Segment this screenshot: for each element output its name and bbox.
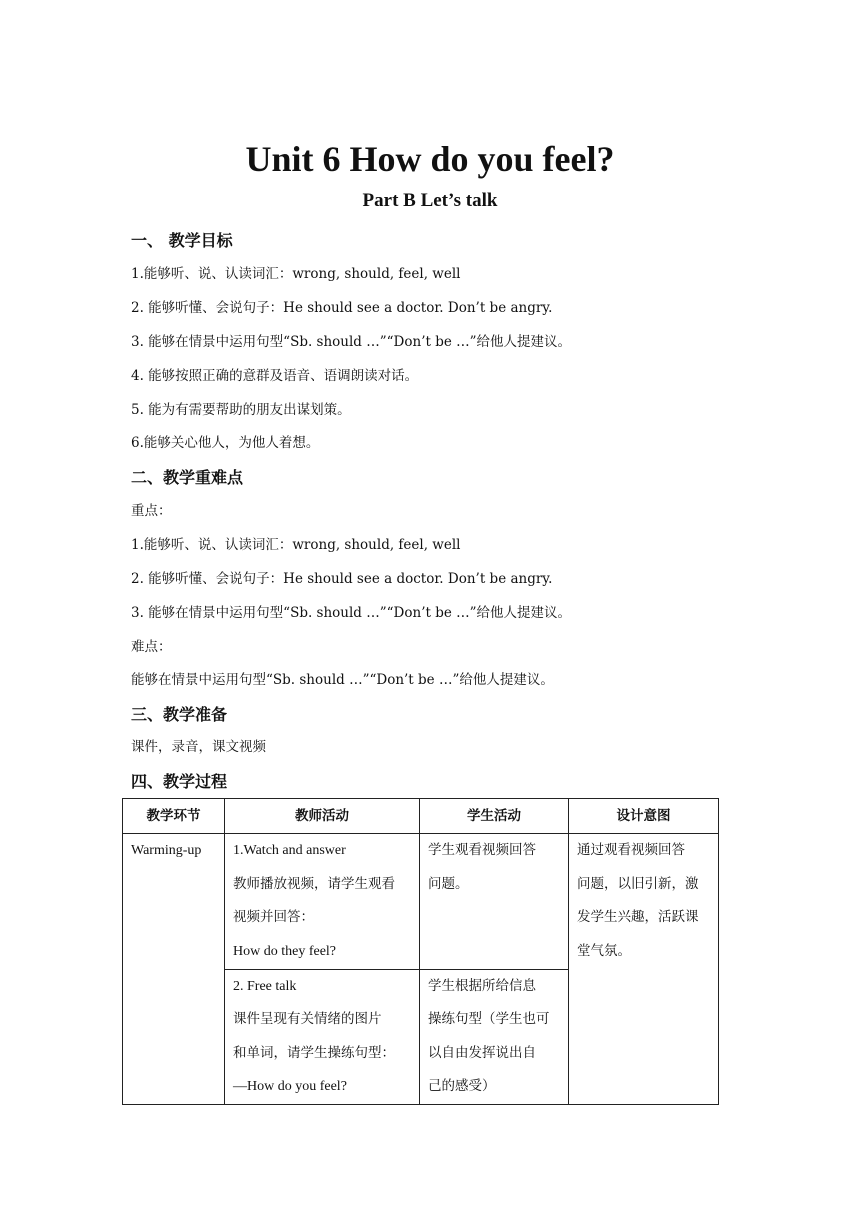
- difficult-points-label: 难点：: [131, 639, 172, 655]
- design-intent-line: 堂气氛。: [577, 942, 631, 959]
- section-heading-process: 四、教学过程: [131, 772, 228, 791]
- key-point-item: 1.能够听、说、认读词汇：wrong, should, feel, well: [131, 537, 461, 553]
- student-activity-line: 以自由发挥说出自: [428, 1044, 536, 1061]
- teacher-activity-line: 课件呈现有关情绪的图片: [233, 1011, 382, 1027]
- design-intent-line: 问题，以旧引新，激: [577, 875, 699, 892]
- difficult-point-text: 能够在情景中运用句型“Sb. should …”“Don’t be …”给他人提建议。: [131, 672, 554, 688]
- teacher-activity-line: 教师播放视频，请学生观看: [233, 875, 395, 892]
- goal-item: 2. 能够听懂、会说句子：He should see a doctor. Don’t be angry.: [131, 300, 553, 316]
- student-activity-line: 问题。: [428, 875, 469, 892]
- table-row: [123, 834, 719, 970]
- student-activity-cell: [420, 969, 569, 1105]
- section-heading-key-points: 二、教学重难点: [131, 468, 244, 487]
- teacher-activity-line: 2. Free talk: [233, 978, 297, 994]
- student-activity-line: 学生观看视频回答: [428, 842, 536, 858]
- teacher-activity-line: —How do you feel?: [233, 1079, 347, 1094]
- header-student-activity: 学生活动: [420, 799, 569, 834]
- goal-item: 1.能够听、说、认读词汇：wrong, should, feel, well: [131, 266, 461, 282]
- stage-cell: [123, 834, 225, 1105]
- student-activity-line: 学生根据所给信息: [428, 977, 536, 994]
- stage-name: Warming-up: [131, 843, 202, 858]
- table-header-row: [123, 799, 719, 834]
- section-heading-preparation: 三、教学准备: [131, 705, 228, 724]
- teacher-activity-cell: [225, 834, 420, 970]
- teaching-process-table: [122, 798, 719, 1105]
- header-teacher-activity: 教师活动: [225, 799, 420, 834]
- student-activity-line: 己的感受）: [428, 1078, 496, 1094]
- goal-item: 6.能够关心他人，为他人着想。: [131, 435, 320, 451]
- teacher-activity-line: 视频并回答：: [233, 909, 314, 925]
- section-heading-goals: 一、 教学目标: [131, 231, 233, 250]
- page-subtitle: Part B Let’s talk: [362, 190, 498, 211]
- goal-item: 4. 能够按照正确的意群及语音、语调朗读对话。: [131, 368, 419, 384]
- design-intent-line: 通过观看视频回答: [577, 842, 685, 858]
- teacher-activity-line: 1.Watch and answer: [233, 843, 346, 858]
- header-stage: 教学环节: [123, 799, 225, 834]
- key-points-label: 重点：: [131, 503, 172, 519]
- teacher-activity-cell: [225, 969, 420, 1105]
- goal-item: 5. 能为有需要帮助的朋友出谋划策。: [131, 402, 351, 418]
- preparation-text: 课件，录音，课文视频: [131, 739, 266, 755]
- teacher-activity-line: How do they feel?: [233, 943, 337, 959]
- key-point-item: 3. 能够在情景中运用句型“Sb. should …”“Don’t be …”给他人提建议。: [131, 605, 572, 621]
- goal-item: 3. 能够在情景中运用句型“Sb. should …”“Don’t be …”给他人提建议。: [131, 334, 572, 350]
- teacher-activity-line: 和单词，请学生操练句型：: [233, 1044, 395, 1061]
- student-activity-line: 操练句型（学生也可: [428, 1011, 550, 1027]
- design-intent-cell: [569, 834, 719, 1105]
- design-intent-line: 发学生兴趣，活跃课: [577, 909, 699, 925]
- header-design-intent: 设计意图: [569, 799, 719, 834]
- key-point-item: 2. 能够听懂、会说句子：He should see a doctor. Don’t be angry.: [131, 571, 553, 587]
- student-activity-cell: [420, 834, 569, 970]
- page-title: Unit 6 How do you feel?: [245, 139, 615, 179]
